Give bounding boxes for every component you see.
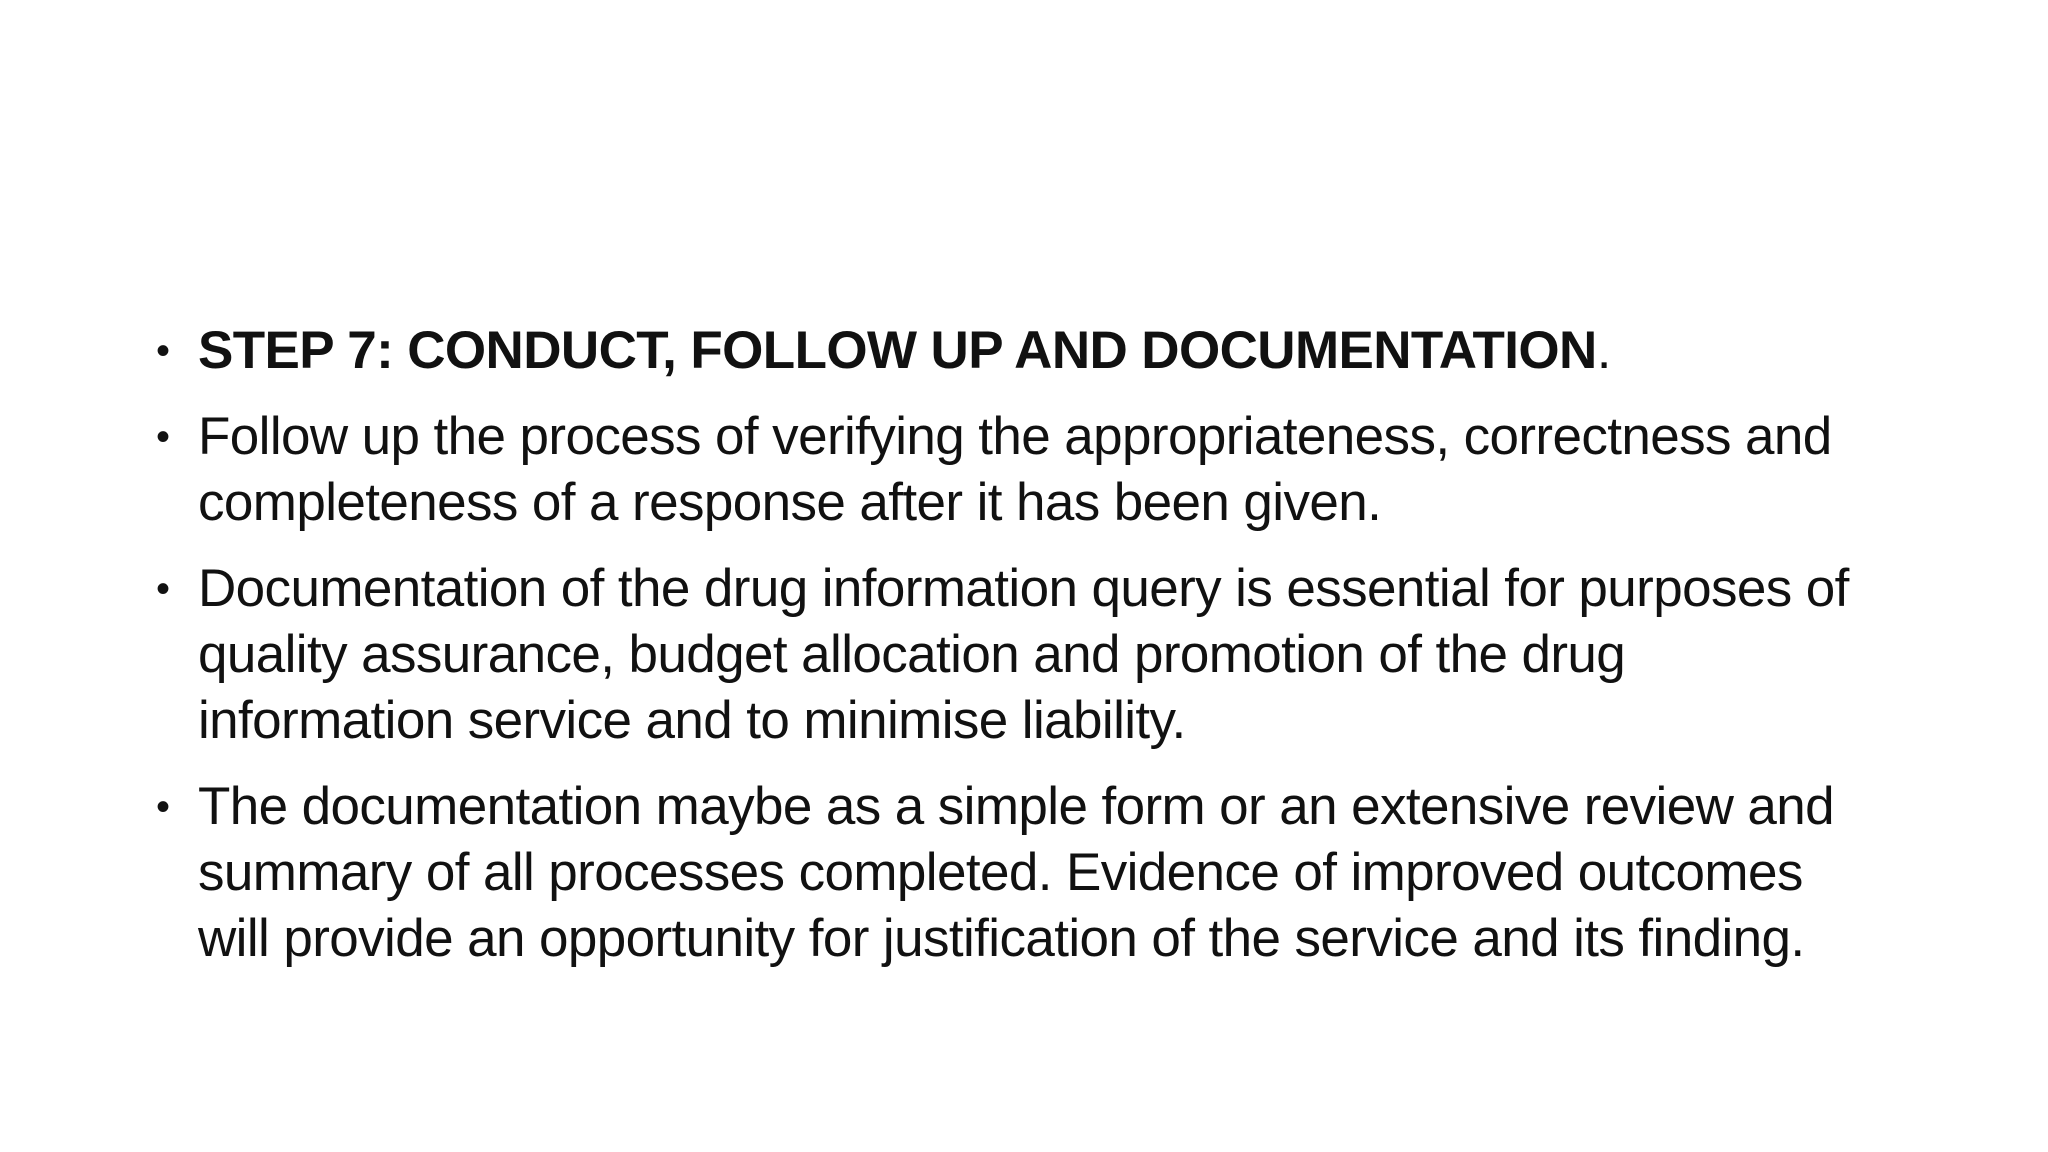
- bullet-item-documentation: [156, 556, 1876, 754]
- bullet-list: [156, 318, 1876, 992]
- bullet-dot-icon: •: [156, 785, 170, 829]
- bullet-item-step-7: [156, 318, 1876, 384]
- bullet-dot-icon: •: [156, 329, 170, 373]
- step-heading: STEP 7: CONDUCT, FOLLOW UP AND DOCUMENTATION: [198, 321, 1597, 380]
- bullet-text-follow-up: Follow up the process of verifying the appropriateness, correctness and completeness of a response after it has been given.: [198, 407, 1832, 532]
- bullet-item-follow-up: [156, 404, 1876, 536]
- bullet-text-documentation-form: The documentation maybe as a simple form or an extensive review and summary of all processes completed. Evidence of improved outcomes will provide an opportunity for justification of the service and its finding.: [198, 777, 1835, 968]
- bullet-dot-icon: •: [156, 415, 170, 459]
- bullet-dot-icon: •: [156, 567, 170, 611]
- bullet-text-documentation: Documentation of the drug information query is essential for purposes of quality assurance, budget allocation and promotion of the drug information service and to minimise liability.: [198, 559, 1849, 750]
- bullet-item-documentation-form: [156, 774, 1876, 972]
- step-heading-period: .: [1596, 321, 1611, 380]
